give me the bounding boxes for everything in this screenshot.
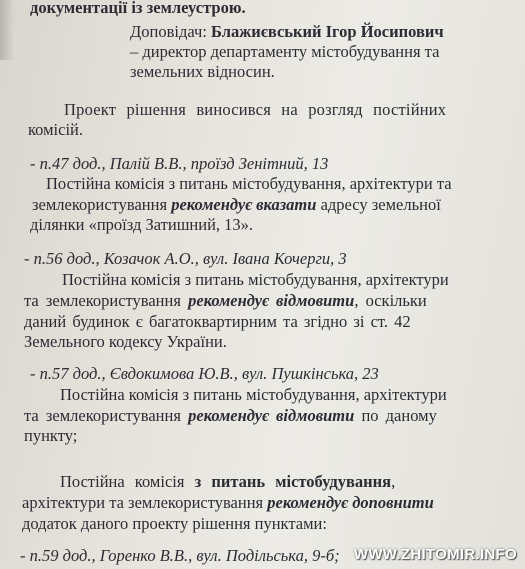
text-run: та землекористування	[24, 406, 189, 425]
item-56-header: - п.56 дод., Козачок А.О., вул. Івана Кочерги, 3	[24, 249, 347, 268]
text-run: землекористування	[32, 195, 172, 214]
emphasis: з питань містобудування	[194, 472, 392, 491]
text-run: , оскільки	[354, 291, 427, 310]
text-run: та землекористування	[24, 291, 189, 310]
doc-line-8: Постійна комісія з питань містобудування, архітектури та	[46, 174, 452, 193]
doc-line-1: документації із землеустрою.	[30, 0, 246, 17]
recommendation: рекомендує відмовити	[188, 406, 355, 425]
doc-line-13	[24, 291, 427, 311]
site-watermark: WWW.ZHITOMIR.INFO	[353, 546, 517, 563]
doc-line-6: комісій.	[28, 120, 84, 139]
speaker-name: Блажиєвський Ігор Йосипович	[211, 22, 444, 41]
doc-line-20	[60, 472, 395, 492]
text-run: Постійна комісія	[60, 472, 195, 491]
doc-line-10: ділянки «проїзд Затишний, 13».	[30, 215, 254, 234]
doc-line-2	[130, 22, 444, 42]
doc-line-3: – директор департаменту містобудування та	[130, 42, 440, 61]
item-47-header: - п.47 дод., Палій В.В., проїзд Зенітний, 13	[30, 154, 329, 173]
recommendation: рекомендує вказати	[171, 195, 317, 214]
text-run: адресу земельної	[316, 195, 441, 214]
recommendation: рекомендує відмовити	[188, 291, 355, 310]
recommendation: рекомендує доповнити	[267, 493, 434, 512]
doc-line-9	[32, 195, 441, 215]
doc-line-17: Постійна комісія з питань містобудування, архітектури	[60, 385, 447, 404]
item-59-header: - п.59 дод., Горенко В.В., вул. Подільська, 9-б;	[20, 546, 340, 565]
doc-line-14: даний будинок є багатоквартирним та згідно зі ст. 42	[24, 312, 411, 331]
doc-line-15: Земельного кодексу України.	[24, 332, 227, 351]
text-run: архітектури та землекористування	[22, 493, 268, 512]
doc-line-12: Постійна комісія з питань містобудування, архітектури	[62, 270, 449, 289]
text-run: ,	[391, 472, 396, 491]
doc-line-21	[22, 493, 434, 513]
speaker-label: Доповідач:	[130, 22, 212, 41]
doc-line-4: земельних відносин.	[130, 62, 275, 81]
page-edge-shadow	[0, 0, 14, 60]
text-run: по даному	[354, 406, 437, 425]
doc-line-5: Проект рішення виносився на розгляд постійних	[64, 100, 447, 119]
doc-line-19: пункту;	[24, 426, 78, 445]
doc-line-18	[24, 406, 437, 426]
doc-line-22: додаток даного проекту рішення пунктами:	[22, 514, 327, 533]
item-57-header: - п.57 дод., Євдокимова Ю.В., вул. Пушкінська, 23	[30, 364, 379, 383]
